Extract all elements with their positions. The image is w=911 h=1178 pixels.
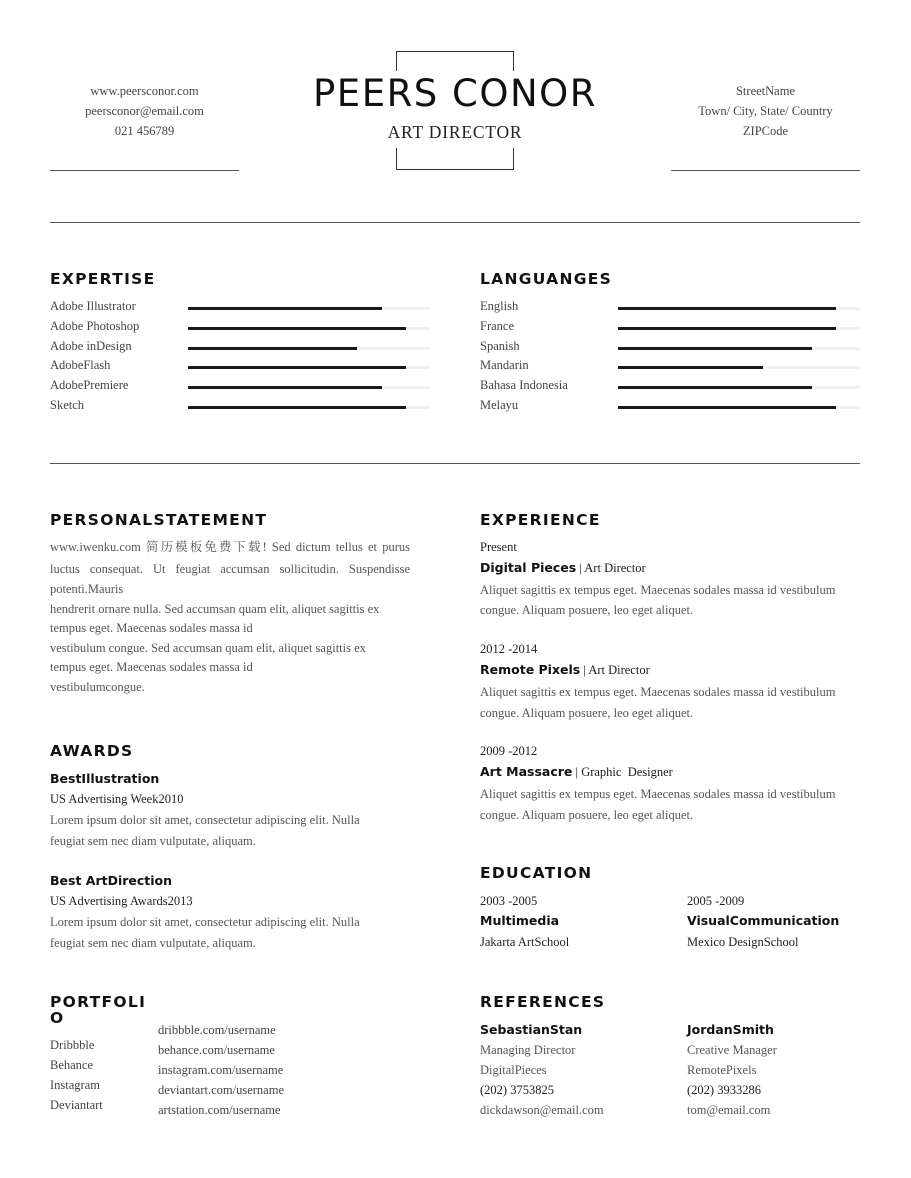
education-field: VisualCommunication xyxy=(687,913,840,928)
experience-company: Art Massacre xyxy=(480,764,573,779)
award-name: Best ArtDirection xyxy=(50,873,173,888)
award-item xyxy=(50,770,430,852)
statement-line: www.iwenku.com 简历模板免费下载! Sed dictum tellus et purus xyxy=(50,540,410,554)
expertise-skill-bar-track xyxy=(188,386,430,389)
reference-email[interactable]: tom@email.com xyxy=(687,1103,771,1117)
language-bar-fill xyxy=(618,347,812,350)
reference-item xyxy=(687,1020,877,1120)
statement-line: tempus eget. Maecenas sodales massa id xyxy=(50,660,253,675)
experience-description: Aliquet sagittis ex tempus eget. Maecenas sodales massa id vestibulum xyxy=(480,583,836,597)
street-address: StreetName xyxy=(735,84,795,98)
portfolio-site-label: Dribbble xyxy=(50,1038,95,1052)
phone-number: 021 456789 xyxy=(114,124,175,138)
expertise-skill-label: Adobe Photoshop xyxy=(50,318,140,333)
experience-description: Aliquet sagittis ex tempus eget. Maecenas sodales massa id vestibulum xyxy=(480,787,836,801)
experience-title: EXPERIENCE xyxy=(480,511,601,529)
expertise-skill-bar-track xyxy=(188,347,430,350)
expertise-skill-bar-fill xyxy=(188,366,406,369)
language-bar-track xyxy=(618,347,860,350)
experience-separator: | xyxy=(576,561,585,575)
expertise-skill-bar-fill xyxy=(188,307,382,310)
experience-company: Digital Pieces xyxy=(480,560,577,575)
expertise-skill-bar-track xyxy=(188,406,430,409)
candidate-name: PEERS CONOR xyxy=(300,71,610,117)
language-bar-fill xyxy=(618,307,836,310)
language-label: Spanish xyxy=(480,338,520,353)
experience-item xyxy=(480,639,860,724)
portfolio-url-link[interactable]: artstation.com/username xyxy=(158,1103,281,1117)
education-school: Jakarta ArtSchool xyxy=(480,935,570,949)
personal-statement-text xyxy=(50,538,410,698)
references-title: REFERENCES xyxy=(480,993,606,1011)
language-bar-fill xyxy=(618,366,763,369)
header-left-divider xyxy=(50,170,239,171)
language-bar-fill xyxy=(618,406,836,409)
expertise-skill-label: AdobePremiere xyxy=(50,378,129,393)
language-row xyxy=(480,336,860,356)
section-divider-top xyxy=(50,222,860,223)
experience-heading xyxy=(480,659,860,681)
education-period: 2003 -2005 xyxy=(480,894,538,908)
language-row xyxy=(480,296,860,316)
award-item xyxy=(50,872,430,954)
expertise-skill-row xyxy=(50,395,430,415)
experience-heading xyxy=(480,557,860,579)
experience-role: Graphic Designer xyxy=(581,765,673,779)
expertise-skill-bar-track xyxy=(188,307,430,310)
section-divider-middle xyxy=(50,463,860,464)
expertise-skill-bar-track xyxy=(188,366,430,369)
portfolio-sites xyxy=(50,1035,150,1120)
portfolio-url-link[interactable]: instagram.com/username xyxy=(158,1063,284,1077)
experience-company: Remote Pixels xyxy=(480,662,581,677)
experience-role: Art Director xyxy=(584,561,646,575)
experience-item xyxy=(480,537,860,620)
portfolio-url-link[interactable]: behance.com/username xyxy=(158,1043,275,1057)
expertise-skill-label: Sketch xyxy=(50,398,85,412)
name-frame-top xyxy=(396,51,514,73)
language-bar-fill xyxy=(618,386,812,389)
expertise-skill-row xyxy=(50,316,430,336)
portfolio-urls xyxy=(158,1020,408,1120)
education-field: Multimedia xyxy=(480,913,560,928)
award-name: BestIllustration xyxy=(50,771,160,786)
expertise-title: EXPERTISE xyxy=(50,270,156,288)
reference-role: Creative Manager xyxy=(687,1043,777,1057)
expertise-skill-row xyxy=(50,336,430,356)
experience-separator: | xyxy=(580,663,589,677)
languages-list xyxy=(480,296,860,416)
reference-item xyxy=(480,1020,680,1120)
awards-title: AWARDS xyxy=(50,742,134,760)
portfolio-site-label: Deviantart xyxy=(50,1098,103,1112)
reference-email[interactable]: dickdawson@email.com xyxy=(480,1103,604,1117)
education-title: EDUCATION xyxy=(480,864,593,882)
statement-line: vestibulumcongue. xyxy=(50,679,145,694)
expertise-skill-row xyxy=(50,355,430,375)
email-link[interactable]: peersconor@email.com xyxy=(85,104,204,118)
zip-code: ZIPCode xyxy=(742,124,789,138)
portfolio-title xyxy=(50,994,146,1026)
award-description: Lorem ipsum dolor sit amet, consectetur adipiscing elit. Nulla xyxy=(50,813,360,827)
experience-separator: | xyxy=(572,765,582,779)
portfolio-url-link[interactable]: dribbble.com/username xyxy=(158,1023,276,1037)
reference-phone: (202) 3753825 xyxy=(480,1083,554,1097)
statement-line: potenti.Mauris xyxy=(50,582,124,596)
award-event: US Advertising Awards2013 xyxy=(50,894,193,908)
language-label: France xyxy=(480,318,515,333)
experience-role: Art Director xyxy=(588,663,650,677)
statement-line: tempus eget. Maecenas sodales massa id xyxy=(50,621,253,636)
statement-line: vestibulum congue. Sed accumsan quam elit, aliquet sagittis ex xyxy=(50,640,366,655)
education-item xyxy=(480,891,670,953)
experience-description: Aliquet sagittis ex tempus eget. Maecenas sodales massa id vestibulum xyxy=(480,685,836,699)
portfolio-title-line: O xyxy=(50,1009,65,1027)
expertise-skill-label: AdobeFlash xyxy=(50,358,111,373)
experience-item xyxy=(480,741,860,826)
language-row xyxy=(480,316,860,336)
language-bar-fill xyxy=(618,327,836,330)
language-label: Melayu xyxy=(480,398,519,412)
header-contact-right xyxy=(671,81,860,141)
portfolio-site-label: Behance xyxy=(50,1058,94,1072)
header-contact-left xyxy=(50,81,239,141)
languages-title: LANGUANGES xyxy=(480,270,613,288)
language-row xyxy=(480,355,860,375)
education-item xyxy=(687,891,877,953)
expertise-skill-row xyxy=(50,296,430,316)
statement-line: hendrerit ornare nulla. Sed accumsan quam elit, aliquet sagittis ex xyxy=(50,601,380,616)
expertise-skill-bar-fill xyxy=(188,347,357,350)
language-bar-track xyxy=(618,366,860,369)
reference-name: SebastianStan xyxy=(480,1022,583,1037)
statement-line: luctus consequat. Ut feugiat accumsan sollicitudin. Suspendisse xyxy=(50,562,410,576)
language-label: English xyxy=(480,299,519,313)
portfolio-site-label: Instagram xyxy=(50,1078,100,1092)
experience-period: Present xyxy=(480,540,517,554)
award-description: feugiat sem nec diam vulputate, aliquam. xyxy=(50,834,256,848)
reference-name: JordanSmith xyxy=(687,1022,774,1037)
expertise-skill-label: Adobe inDesign xyxy=(50,338,132,353)
experience-description: congue. Aliquam posuere, leo eget aliquet. xyxy=(480,808,694,822)
reference-phone: (202) 3933286 xyxy=(687,1083,761,1097)
language-row xyxy=(480,395,860,415)
language-label: Bahasa Indonesia xyxy=(480,378,568,393)
name-frame-bottom xyxy=(396,148,514,170)
reference-company: DigitalPieces xyxy=(480,1063,547,1077)
portfolio-url-link[interactable]: deviantart.com/username xyxy=(158,1083,284,1097)
experience-heading xyxy=(480,761,860,783)
personal-statement-title: PERSONALSTATEMENT xyxy=(50,511,268,529)
language-bar-track xyxy=(618,307,860,310)
website-link[interactable]: www.peersconor.com xyxy=(90,84,199,98)
expertise-list xyxy=(50,296,430,416)
expertise-skill-bar-track xyxy=(188,327,430,330)
expertise-skill-bar-fill xyxy=(188,406,406,409)
header-right-divider xyxy=(671,170,860,171)
expertise-skill-bar-fill xyxy=(188,327,406,330)
experience-description: congue. Aliquam posuere, leo eget aliquet. xyxy=(480,603,694,617)
experience-period: 2009 -2012 xyxy=(480,744,538,758)
education-period: 2005 -2009 xyxy=(687,894,745,908)
education-school: Mexico DesignSchool xyxy=(687,935,799,949)
award-event: US Advertising Week2010 xyxy=(50,792,184,806)
expertise-skill-label: Adobe Illustrator xyxy=(50,299,136,313)
expertise-skill-bar-fill xyxy=(188,386,382,389)
language-bar-track xyxy=(618,327,860,330)
expertise-skill-row xyxy=(50,375,430,395)
award-description: feugiat sem nec diam vulputate, aliquam. xyxy=(50,936,256,950)
language-label: Mandarin xyxy=(480,358,529,373)
language-bar-track xyxy=(618,386,860,389)
candidate-role: ART DIRECTOR xyxy=(387,122,523,142)
city-address: Town/ City, State/ Country xyxy=(698,104,833,118)
experience-description: congue. Aliquam posuere, leo eget aliquet. xyxy=(480,706,694,720)
portfolio-title-line: PORTFOLI xyxy=(50,993,147,1011)
reference-role: Managing Director xyxy=(480,1043,576,1057)
language-bar-track xyxy=(618,406,860,409)
experience-period: 2012 -2014 xyxy=(480,642,538,656)
award-description: Lorem ipsum dolor sit amet, consectetur adipiscing elit. Nulla xyxy=(50,915,360,929)
reference-company: RemotePixels xyxy=(687,1063,757,1077)
language-row xyxy=(480,375,860,395)
